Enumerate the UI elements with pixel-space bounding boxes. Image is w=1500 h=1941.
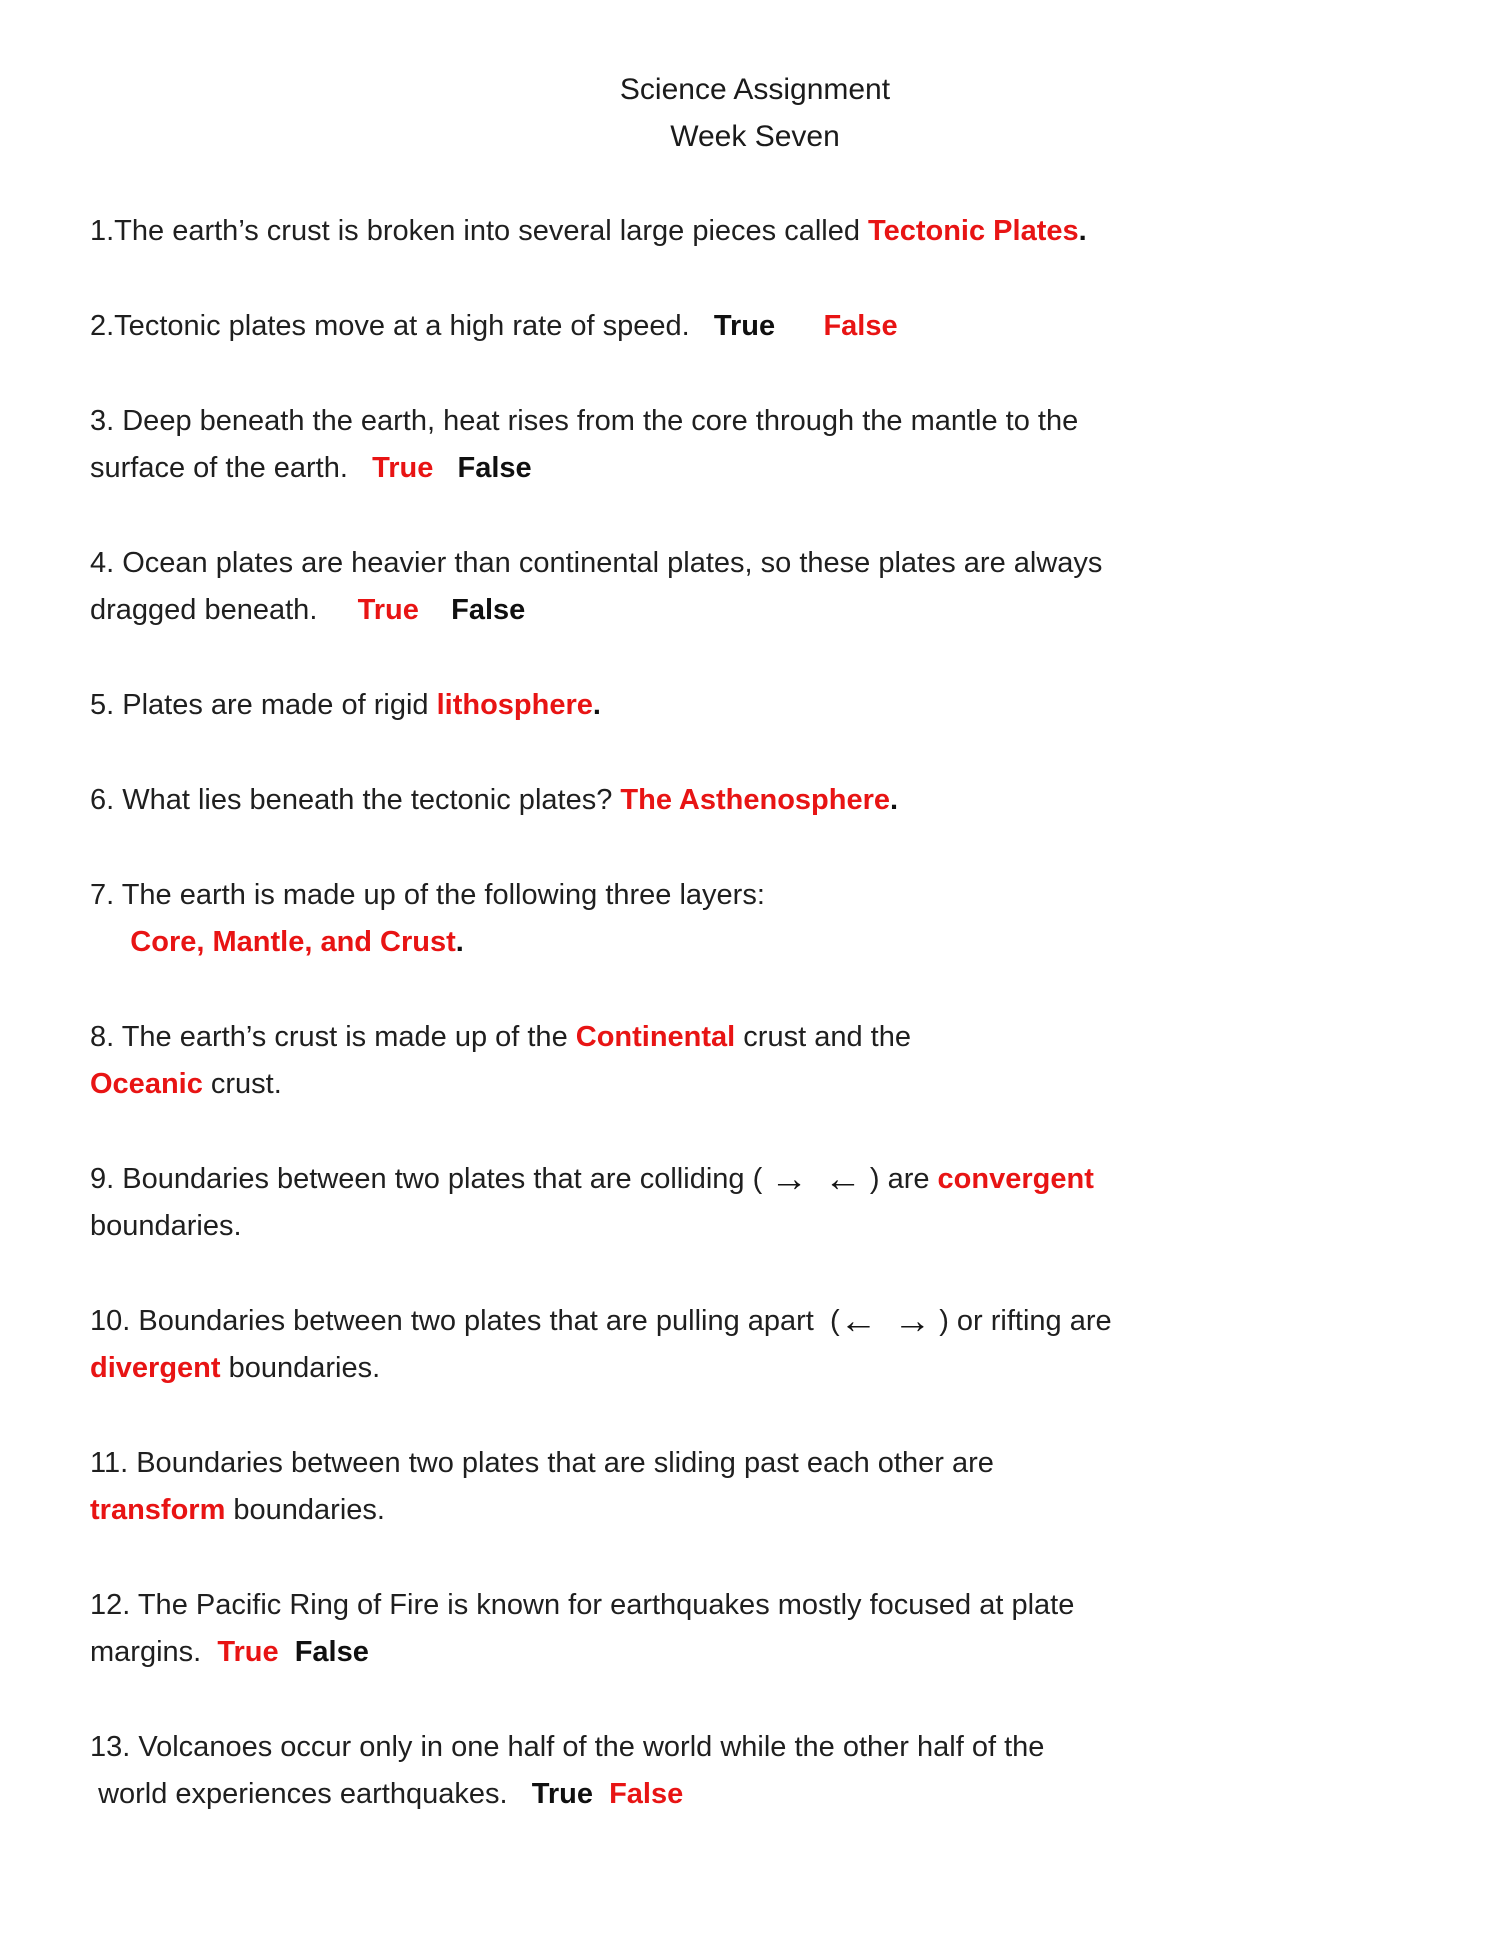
answer-text: convergent bbox=[937, 1163, 1094, 1195]
question-3 bbox=[90, 398, 1420, 492]
question-2 bbox=[90, 303, 1420, 350]
true-option: True bbox=[217, 1636, 279, 1668]
question-text-run: 13. Volcanoes occur only in one half of the world while the other half of the bbox=[90, 1731, 1045, 1763]
question-text-run: 1.The earth’s crust is broken into several large pieces called bbox=[90, 215, 869, 247]
question-text-run: margins. bbox=[90, 1636, 218, 1668]
question-text-run: dragged beneath. bbox=[90, 594, 358, 626]
right-arrow-icon: → bbox=[770, 1157, 808, 1199]
question-text-run: 10. Boundaries between two plates that are pulling apart ( bbox=[90, 1305, 840, 1337]
question-text-run: boundaries. bbox=[225, 1494, 385, 1526]
true-option: True bbox=[372, 452, 434, 484]
question-4-line-1 bbox=[90, 540, 1420, 587]
question-5 bbox=[90, 682, 1420, 729]
true-option: True bbox=[531, 1778, 593, 1810]
question-list bbox=[90, 208, 1420, 1818]
answer-text: divergent bbox=[90, 1352, 221, 1384]
bold-text-run: . bbox=[455, 926, 464, 958]
question-7 bbox=[90, 872, 1420, 966]
question-10-line-1 bbox=[90, 1298, 1420, 1345]
answer-text: Continental bbox=[575, 1021, 736, 1053]
right-arrow-icon: → bbox=[893, 1299, 932, 1341]
question-13 bbox=[90, 1724, 1420, 1818]
answer-text: The Asthenosphere bbox=[620, 784, 891, 816]
false-option: False bbox=[823, 310, 898, 342]
question-text-run: boundaries. bbox=[90, 1210, 242, 1242]
false-option: False bbox=[457, 452, 532, 484]
answer-text: lithosphere bbox=[436, 689, 593, 721]
question-12-line-1 bbox=[90, 1582, 1420, 1629]
question-3-line-1 bbox=[90, 398, 1420, 445]
document-title-block bbox=[90, 66, 1420, 160]
true-option: True bbox=[357, 594, 419, 626]
question-text-run: surface of the earth. bbox=[90, 452, 373, 484]
question-text-run bbox=[433, 452, 457, 484]
question-1 bbox=[90, 208, 1420, 255]
question-3-line-2 bbox=[90, 445, 1420, 492]
question-5-line-1 bbox=[90, 682, 1420, 729]
document-subtitle: Week Seven bbox=[670, 120, 840, 153]
question-text-run: 9. Boundaries between two plates that are colliding ( bbox=[90, 1163, 771, 1195]
bold-text-run: . bbox=[592, 689, 601, 721]
question-8-line-1 bbox=[90, 1014, 1420, 1061]
false-option: False bbox=[294, 1636, 369, 1668]
question-text-run bbox=[808, 1163, 824, 1195]
question-text-run: 2.Tectonic plates move at a high rate of speed. bbox=[90, 310, 714, 342]
question-text-run: 11. Boundaries between two plates that are sliding past each other are bbox=[90, 1447, 994, 1479]
question-text-run bbox=[593, 1778, 609, 1810]
question-13-line-2 bbox=[90, 1771, 1420, 1818]
question-text-run: ) or rifting are bbox=[931, 1305, 1112, 1337]
question-text-run: boundaries. bbox=[220, 1352, 381, 1384]
question-2-line-1 bbox=[90, 303, 1420, 350]
false-option: False bbox=[451, 594, 526, 626]
true-option: True bbox=[713, 310, 776, 342]
question-9 bbox=[90, 1156, 1420, 1250]
answer-text: Oceanic bbox=[90, 1068, 203, 1100]
question-7-line-1 bbox=[90, 872, 1420, 919]
question-text-run bbox=[877, 1305, 893, 1337]
question-7-line-2 bbox=[90, 919, 1420, 966]
false-option: False bbox=[609, 1778, 684, 1810]
question-text-run: 3. Deep beneath the earth, heat rises from the core through the mantle to the bbox=[90, 405, 1079, 437]
question-6 bbox=[90, 777, 1420, 824]
question-text-run: world experiences earthquakes. bbox=[90, 1778, 532, 1810]
question-text-run bbox=[775, 310, 823, 342]
question-text-run: 8. The earth’s crust is made up of the bbox=[90, 1021, 576, 1053]
question-text-run: 6. What lies beneath the tectonic plates? bbox=[90, 784, 621, 816]
left-arrow-icon: ← bbox=[839, 1299, 878, 1341]
question-10 bbox=[90, 1298, 1420, 1392]
question-13-line-1 bbox=[90, 1724, 1420, 1771]
question-10-line-2 bbox=[90, 1345, 1420, 1392]
answer-text: transform bbox=[90, 1494, 226, 1526]
question-11-line-1 bbox=[90, 1440, 1420, 1487]
question-text-run: crust and the bbox=[735, 1021, 911, 1053]
document-title: Science Assignment bbox=[619, 73, 891, 106]
question-4-line-2 bbox=[90, 587, 1420, 634]
question-text-run bbox=[279, 1636, 295, 1668]
question-text-run: ) are bbox=[861, 1163, 938, 1195]
question-1-line-1 bbox=[90, 208, 1420, 255]
question-8 bbox=[90, 1014, 1420, 1108]
answer-text: Tectonic Plates bbox=[868, 215, 1079, 247]
question-8-line-2 bbox=[90, 1061, 1420, 1108]
question-4 bbox=[90, 540, 1420, 634]
question-11-line-2 bbox=[90, 1487, 1420, 1534]
question-text-run bbox=[90, 926, 130, 958]
question-text-run: 4. Ocean plates are heavier than continental plates, so these plates are always bbox=[90, 547, 1103, 579]
question-11 bbox=[90, 1440, 1420, 1534]
question-6-line-1 bbox=[90, 777, 1420, 824]
answer-text: Core, Mantle, and Crust bbox=[130, 926, 456, 958]
question-text-run: 5. Plates are made of rigid bbox=[90, 689, 437, 721]
question-9-line-1 bbox=[90, 1156, 1420, 1203]
question-9-line-2 bbox=[90, 1203, 1420, 1250]
question-text-run: 12. The Pacific Ring of Fire is known for earthquakes mostly focused at plate bbox=[90, 1589, 1075, 1621]
question-text-run: 7. The earth is made up of the following three layers: bbox=[90, 879, 765, 911]
bold-text-run: . bbox=[890, 784, 899, 816]
question-12-line-2 bbox=[90, 1629, 1420, 1676]
question-text-run bbox=[419, 594, 451, 626]
bold-text-run: . bbox=[1078, 215, 1087, 247]
left-arrow-icon: ← bbox=[824, 1157, 862, 1199]
question-12 bbox=[90, 1582, 1420, 1676]
question-text-run: crust. bbox=[202, 1068, 282, 1100]
